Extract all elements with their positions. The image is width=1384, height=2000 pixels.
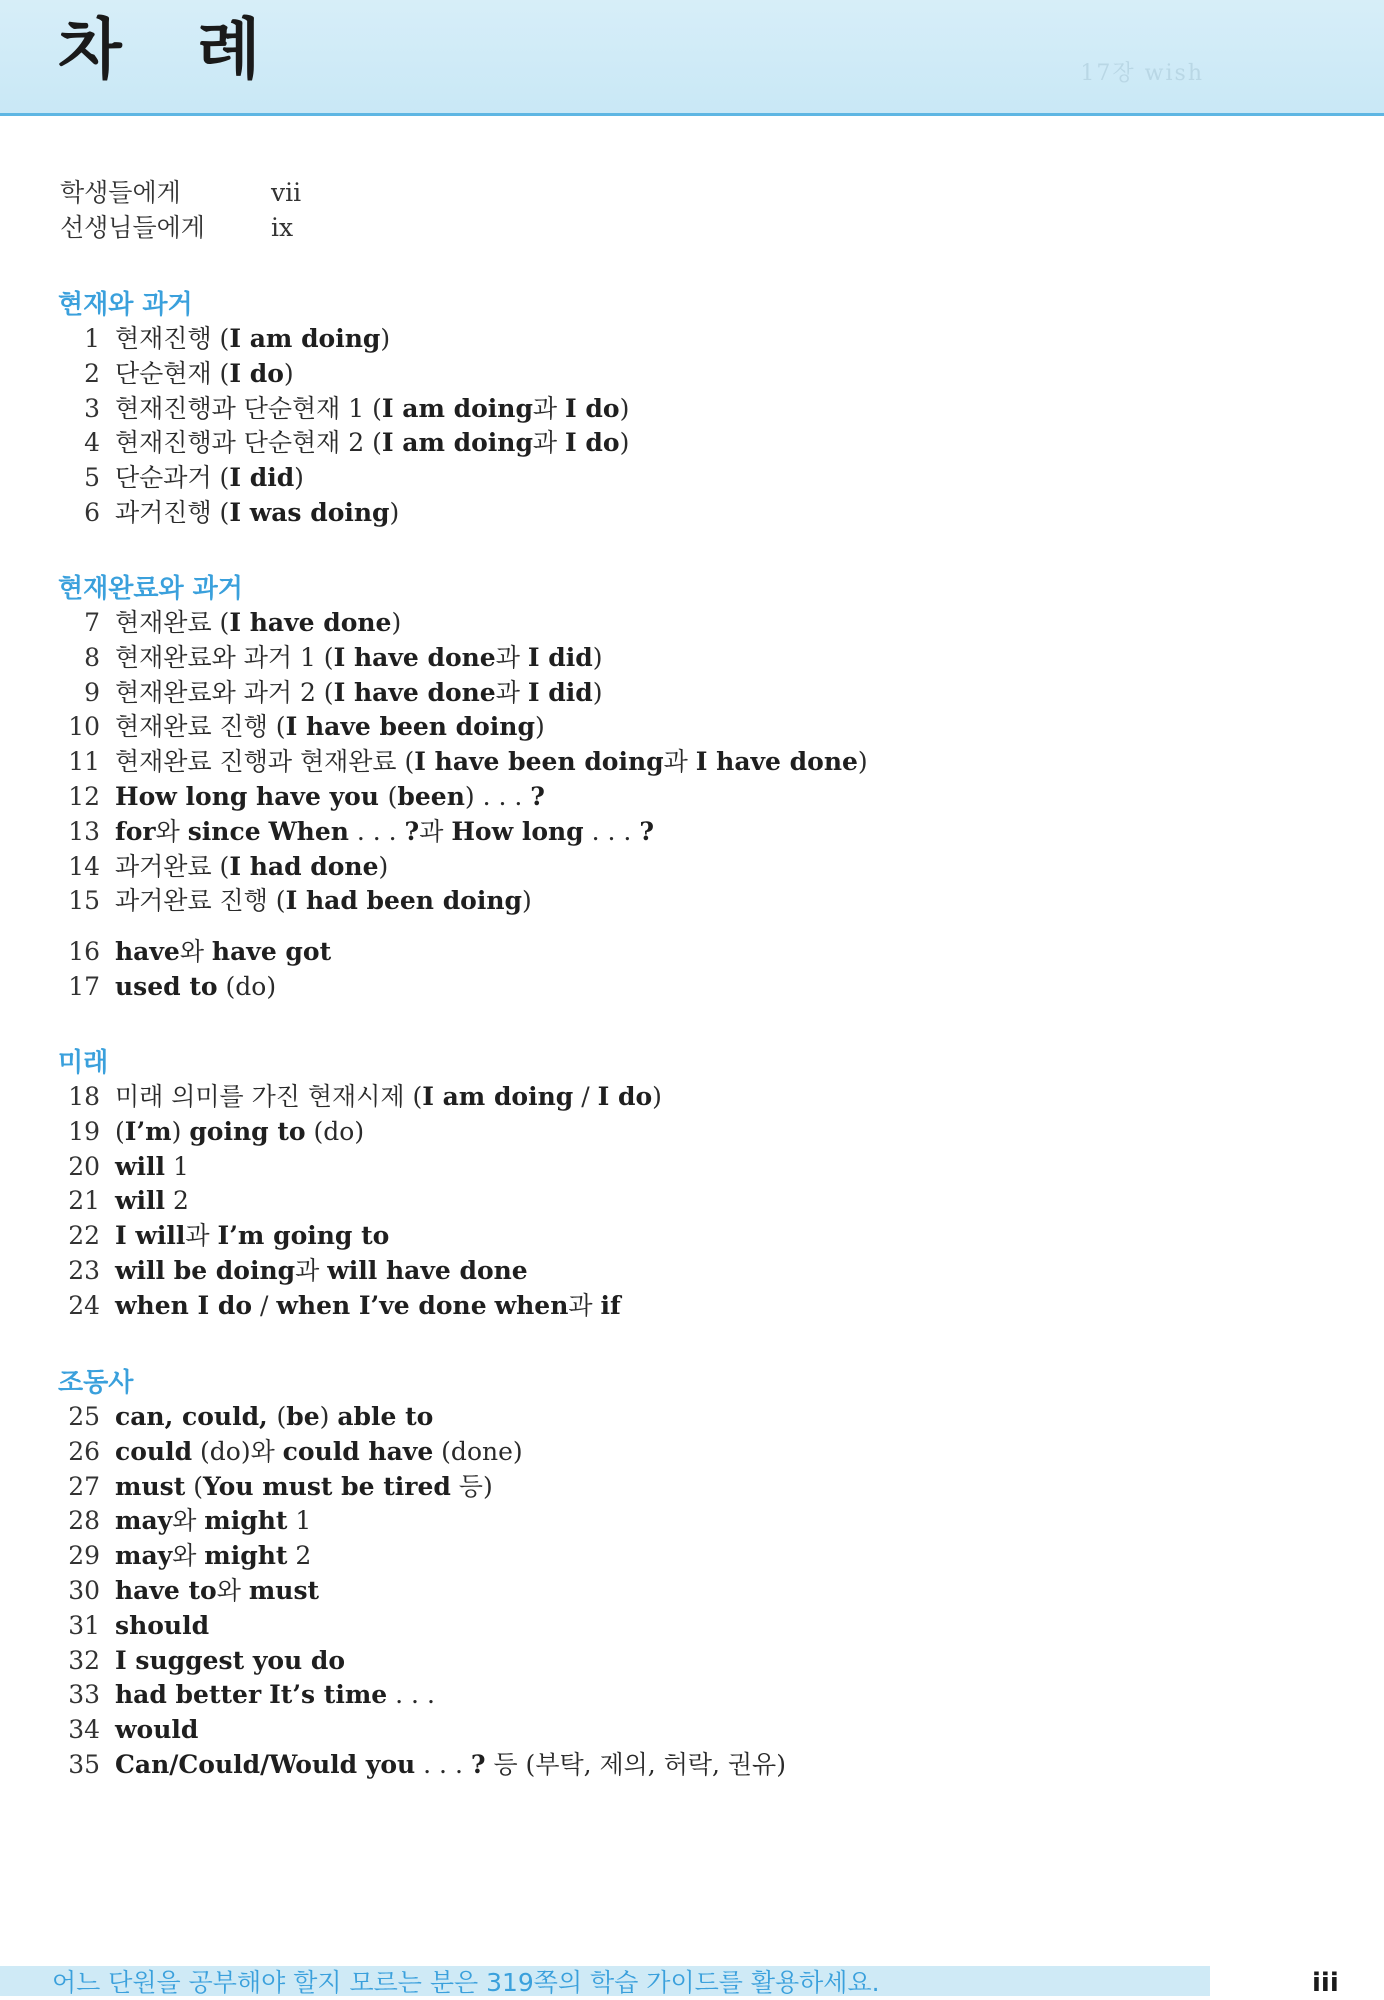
entry-number: 18 <box>68 1082 100 1111</box>
entry-title: 현재진행과 단순현재 2 (I am doing과 I do) <box>115 428 630 458</box>
entry-title: 과거진행 (I was doing) <box>115 497 400 527</box>
entry-title: 과거완료 진행 (I had been doing) <box>115 886 532 916</box>
section-heading-future: 미래 <box>58 1048 109 1078</box>
entry-title: will be doing과 will have done <box>115 1255 528 1285</box>
preface-page: ix <box>271 213 294 242</box>
entry-number: 34 <box>68 1715 100 1745</box>
entry-number: 21 <box>68 1186 100 1216</box>
entry-title: 현재진행과 단순현재 1 (I am doing과 I do) <box>115 393 630 423</box>
entry-title: would <box>115 1715 199 1745</box>
entry-title: should <box>115 1610 210 1640</box>
entry-title: 현재완료 진행 (I have been doing) <box>115 712 545 742</box>
entry-number: 32 <box>68 1645 100 1675</box>
entry-title: 현재진행 (I am doing) <box>115 324 391 353</box>
toc-entry-11[interactable] <box>64 745 868 780</box>
toc-entry-30[interactable] <box>64 1574 786 1609</box>
entry-title: have to와 must <box>115 1575 320 1605</box>
entry-title: can, could, (be) able to <box>115 1402 434 1431</box>
entry-number: 12 <box>68 781 100 811</box>
entry-title: must (You must be tired 등) <box>115 1471 493 1501</box>
entry-number: 25 <box>68 1402 100 1431</box>
preface-label: 선생님들에게 <box>60 213 205 242</box>
toc-entry-19[interactable] <box>64 1115 662 1150</box>
entry-number: 7 <box>84 608 100 637</box>
toc-entry-22[interactable] <box>64 1219 662 1254</box>
entry-title: 현재완료 진행과 현재완료 (I have been doing과 I have done) <box>115 747 868 777</box>
toc-entry-17[interactable] <box>64 970 868 1005</box>
section-entries <box>64 1400 786 1783</box>
toc-entry-14[interactable] <box>64 850 868 885</box>
section-heading-present-past: 현재와 과거 <box>58 290 193 320</box>
preface-item-teachers[interactable] <box>60 210 301 245</box>
entry-title: may와 might 1 <box>115 1506 312 1536</box>
entry-title: How long have you (been) . . . ? <box>115 781 545 811</box>
entry-title: 단순과거 (I did) <box>115 463 304 493</box>
footer-note: 어느 단원을 공부해야 할지 모르는 분은 319쪽의 학습 가이드를 활용하세요. <box>52 1968 880 1997</box>
section-heading-modals: 조동사 <box>58 1368 134 1398</box>
toc-entry-3[interactable] <box>64 392 629 427</box>
entry-title: when I do / when I’ve done when과 if <box>115 1290 621 1320</box>
page-title: 차 례 <box>58 11 287 88</box>
entry-number: 31 <box>68 1610 100 1640</box>
toc-entry-1[interactable] <box>64 322 629 357</box>
toc-entry-25[interactable] <box>64 1400 786 1435</box>
toc-entry-9[interactable] <box>64 676 868 711</box>
toc-entry-8[interactable] <box>64 641 868 676</box>
entry-title: may와 might 2 <box>115 1541 312 1571</box>
entry-title: could (do)와 could have (done) <box>115 1436 523 1466</box>
preface-list <box>60 175 301 245</box>
entry-title: 현재완료와 과거 1 (I have done과 I did) <box>115 642 603 672</box>
entry-number: 27 <box>68 1471 100 1501</box>
header-band <box>0 0 1384 116</box>
entry-number: 1 <box>84 324 100 353</box>
entry-number: 19 <box>68 1116 100 1146</box>
entry-title: 과거완료 (I had done) <box>115 851 389 881</box>
entry-number: 4 <box>84 428 100 458</box>
toc-entry-13[interactable] <box>64 815 868 850</box>
entry-number: 6 <box>84 497 100 527</box>
page-number: iii <box>1312 1968 1339 1998</box>
entry-number: 23 <box>68 1255 100 1285</box>
entry-number: 11 <box>68 747 100 777</box>
entry-title: used to (do) <box>115 971 277 1001</box>
entry-number: 5 <box>84 463 100 493</box>
entry-title: have와 have got <box>115 937 332 967</box>
section-heading-present-perfect: 현재완료와 과거 <box>58 574 243 604</box>
entry-number: 8 <box>84 642 100 672</box>
entry-number: 3 <box>84 393 100 423</box>
toc-entry-12[interactable] <box>64 780 868 815</box>
toc-entry-32[interactable] <box>64 1644 786 1679</box>
toc-entry-20[interactable] <box>64 1150 662 1185</box>
toc-entry-7[interactable] <box>64 606 868 641</box>
entry-number: 26 <box>68 1436 100 1466</box>
entry-number: 22 <box>68 1221 100 1251</box>
toc-entry-5[interactable] <box>64 461 629 496</box>
entry-title: 미래 의미를 가진 현재시제 (I am doing / I do) <box>115 1082 662 1111</box>
entry-number: 10 <box>68 712 100 742</box>
toc-entry-24[interactable] <box>64 1289 662 1324</box>
entry-title: for와 since When . . . ?과 How long . . . ? <box>115 816 654 846</box>
toc-entry-23[interactable] <box>64 1254 662 1289</box>
toc-entry-6[interactable] <box>64 496 629 531</box>
toc-entry-15[interactable] <box>64 884 868 919</box>
entry-number: 33 <box>68 1680 100 1710</box>
preface-page: vii <box>271 178 302 207</box>
toc-entry-16[interactable] <box>64 935 868 970</box>
entry-number: 30 <box>68 1575 100 1605</box>
section-entries <box>64 606 868 1005</box>
toc-entry-33[interactable] <box>64 1678 786 1713</box>
entry-gap <box>64 919 868 935</box>
toc-entry-4[interactable] <box>64 426 629 461</box>
section-entries <box>64 1080 662 1324</box>
toc-entry-10[interactable] <box>64 710 868 745</box>
entry-title: 현재완료 (I have done) <box>115 608 402 637</box>
toc-entry-18[interactable] <box>64 1080 662 1115</box>
entry-number: 16 <box>68 937 100 967</box>
section-entries <box>64 322 629 531</box>
entry-title: (I’m) going to (do) <box>115 1116 365 1146</box>
entry-number: 15 <box>68 886 100 916</box>
entry-number: 20 <box>68 1151 100 1181</box>
entry-number: 35 <box>68 1749 100 1779</box>
toc-entry-28[interactable] <box>64 1504 786 1539</box>
toc-entry-35[interactable] <box>64 1748 786 1783</box>
entry-number: 28 <box>68 1506 100 1536</box>
entry-title: I suggest you do <box>115 1645 346 1675</box>
entry-title: Can/Could/Would you . . . ? 등 (부탁, 제의, 허락, 권유) <box>115 1749 786 1779</box>
toc-entry-31[interactable] <box>64 1609 786 1644</box>
entry-title: will 2 <box>115 1186 189 1216</box>
header-faint-text: 17장 wish <box>1080 61 1204 86</box>
preface-item-students[interactable] <box>60 175 301 210</box>
entry-number: 2 <box>84 358 100 388</box>
toc-entry-34[interactable] <box>64 1713 786 1748</box>
entry-number: 29 <box>68 1541 100 1571</box>
entry-title: 단순현재 (I do) <box>115 358 294 388</box>
toc-entry-2[interactable] <box>64 357 629 392</box>
entry-number: 14 <box>68 851 100 881</box>
entry-number: 13 <box>68 816 100 846</box>
entry-title: had better It’s time . . . <box>115 1680 435 1710</box>
entry-number: 24 <box>68 1290 100 1320</box>
entry-number: 17 <box>68 971 100 1001</box>
entry-title: will 1 <box>115 1151 189 1181</box>
toc-entry-29[interactable] <box>64 1539 786 1574</box>
toc-entry-27[interactable] <box>64 1470 786 1505</box>
toc-entry-26[interactable] <box>64 1435 786 1470</box>
entry-title: I will과 I’m going to <box>115 1221 390 1251</box>
toc-entry-21[interactable] <box>64 1184 662 1219</box>
preface-label: 학생들에게 <box>60 178 181 207</box>
entry-number: 9 <box>84 677 100 707</box>
entry-title: 현재완료와 과거 2 (I have done과 I did) <box>115 677 603 707</box>
